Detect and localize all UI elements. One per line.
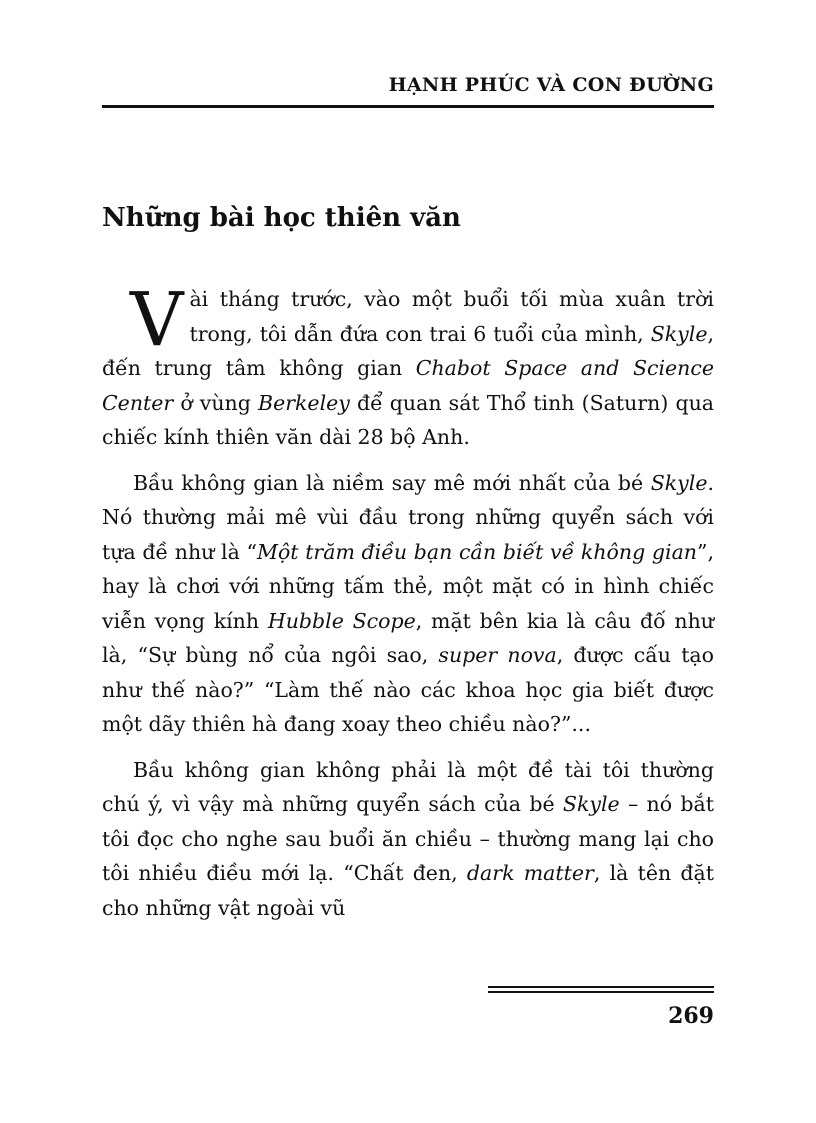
italic-term: Chabot Space and Science Center [102,356,714,415]
drop-cap: V [130,277,184,363]
paragraph [102,277,714,455]
text-run: Bầu không gian không phải là một đề tài tôi thường chú ý, vì vậy mà những quyển sách của bé [102,757,714,816]
running-head: HẠNH PHÚC VÀ CON ĐƯỜNG [388,74,714,96]
section-title: Những bài học thiên văn [102,203,461,233]
text-run: . Nó thường mải mê vùi đầu trong những quyển sách với tựa đề như là “ [102,470,714,564]
text-run: ”, hay là chơi với những tấm thẻ, một mặt có in hình chiếc viễn vọng kính [102,539,714,633]
header-rule [102,105,714,108]
paragraph [102,466,714,742]
footer-rule-bottom [488,991,714,993]
text-run: – nó bắt tôi đọc cho nghe sau buổi ăn chiều – thường mang lại cho tôi nhiều điều mới lạ. “Chất đen, [102,792,714,885]
italic-term: Skyle [650,470,708,495]
text-run: để quan sát Thổ tinh (Saturn) qua chiếc kính thiên văn dài 28 bộ Anh. [102,390,714,449]
footer-rule-top [488,986,714,988]
italic-term: Hubble Scope [267,608,416,633]
body-text [102,277,715,936]
text-run: , được cấu tạo như thế nào?” “Làm thế nào các khoa học gia biết được một dãy thiên hà đang xoay theo chiều nào?”... [102,643,714,736]
text-run: ài tháng trước, vào một buổi tối mùa xuân trời trong, tôi dẫn đứa con trai 6 tuổi của mình, [189,287,714,346]
text-run: , là tên đặt cho những vật ngoài vũ [102,861,715,920]
page-number: 269 [668,1003,714,1029]
text-run: , mặt bên kia là câu đố như là, “Sự bùng nổ của ngôi sao, [102,608,715,667]
italic-term: super nova [438,643,557,667]
italic-term: Skyle [562,792,620,816]
text-run: Bầu không gian là niềm say mê mới nhất của bé [133,470,651,495]
italic-term: dark matter [466,861,594,885]
italic-term: Một trăm điều bạn cần biết về không gian [256,539,697,564]
italic-term: Skyle [650,321,708,346]
paragraph [102,753,714,926]
text-run: ở vùng [173,390,259,415]
italic-term: Berkeley [258,390,350,415]
text-run: , đến trung tâm không gian [102,321,714,380]
